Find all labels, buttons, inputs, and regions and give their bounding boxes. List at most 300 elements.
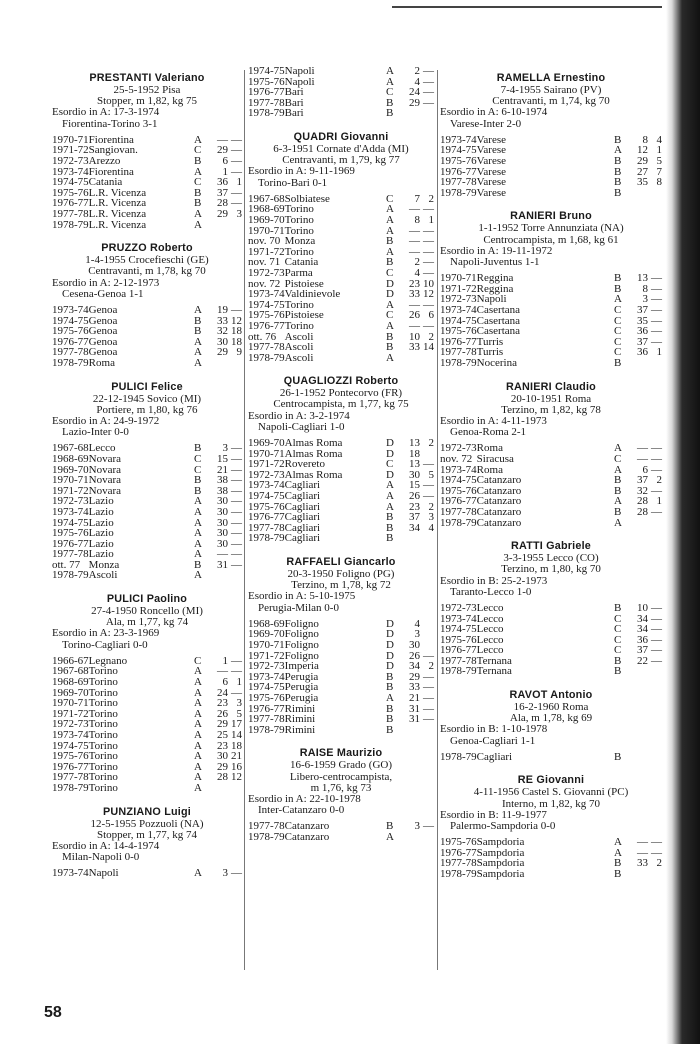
season-year: 1973-74 bbox=[52, 303, 89, 316]
info-line: Torino-Bari 0-1 bbox=[258, 176, 328, 189]
season-team: Ascoli bbox=[284, 330, 314, 343]
season-division: C bbox=[614, 612, 622, 625]
table-row bbox=[440, 666, 662, 677]
season-goals: 4 bbox=[428, 521, 434, 534]
season-team: Turris bbox=[476, 346, 504, 359]
season-appearances: 31 bbox=[409, 702, 420, 715]
info-line: Esordio in B: 11-9-1977 bbox=[440, 808, 547, 821]
season-goals bbox=[648, 666, 662, 677]
season-appearances: — bbox=[409, 224, 420, 237]
season-appearances: 18 bbox=[409, 447, 420, 460]
season-appearances: 10 bbox=[637, 601, 648, 614]
season-appearances: 19 bbox=[217, 303, 228, 316]
info-line: 7-4-1955 Sairano (PV) bbox=[500, 84, 602, 96]
info-line: Esordio in A: 23-3-1969 bbox=[52, 627, 160, 640]
info-line: Torino-Cagliari 0-0 bbox=[62, 638, 148, 651]
player-entry bbox=[248, 375, 434, 544]
season-appearances: 29 bbox=[217, 207, 228, 220]
season-appearances: 29 bbox=[217, 718, 228, 731]
season-division: C bbox=[614, 623, 622, 636]
season-table bbox=[440, 752, 662, 763]
season-goals: — bbox=[231, 442, 242, 455]
season-division: B bbox=[386, 511, 394, 524]
season-team: Lazio bbox=[88, 505, 114, 518]
table-row bbox=[52, 868, 242, 879]
season-team: Lecco bbox=[476, 623, 504, 636]
season-year: 1972-73 bbox=[248, 266, 285, 279]
season-year: 1969-70 bbox=[248, 628, 285, 641]
info-line: Esordio in A: 19-11-1972 bbox=[440, 244, 553, 257]
season-goals: 18 bbox=[231, 739, 242, 752]
season-division: B bbox=[194, 558, 202, 571]
season-year: 1975-76 bbox=[52, 325, 89, 338]
season-goals: — bbox=[423, 224, 434, 237]
table-row bbox=[440, 156, 662, 167]
player-info bbox=[440, 787, 662, 832]
table-row bbox=[248, 693, 434, 704]
season-year: 1971-72 bbox=[440, 282, 477, 295]
season-appearances: 23 bbox=[409, 500, 420, 513]
season-goals: 2 bbox=[428, 330, 434, 343]
season-team: Imperia bbox=[284, 660, 319, 673]
season-year: 1972-73 bbox=[248, 468, 285, 481]
season-year: 1977-78 bbox=[52, 346, 89, 359]
info-line: Libero-centrocampista, bbox=[289, 770, 393, 783]
info-line: 27-4-1950 Roncello (MI) bbox=[91, 605, 203, 618]
season-division: A bbox=[194, 569, 202, 582]
player-name: PULICI Felice bbox=[111, 380, 183, 393]
column-divider bbox=[244, 70, 245, 970]
season-year: nov. 72 bbox=[248, 277, 281, 290]
info-line: Terzino, m 1,82, kg 78 bbox=[501, 403, 601, 416]
player-entry bbox=[52, 242, 242, 368]
season-appearances: 30 bbox=[409, 639, 420, 652]
season-year: 1974-75 bbox=[52, 314, 89, 327]
season-appearances: 29 bbox=[217, 144, 228, 157]
player-entry bbox=[440, 72, 662, 198]
season-team: Torino bbox=[88, 665, 118, 678]
season-year: 1973-74 bbox=[248, 670, 285, 683]
season-team: Torino bbox=[88, 750, 118, 763]
season-team: Varese bbox=[476, 165, 506, 178]
season-appearances: 32 bbox=[637, 484, 648, 497]
season-goals: 3 bbox=[236, 207, 242, 220]
season-appearances bbox=[628, 752, 648, 763]
season-appearances: 36 bbox=[637, 346, 648, 359]
season-appearances: 33 bbox=[217, 314, 228, 327]
player-name: QUAGLIOZZI Roberto bbox=[283, 375, 399, 388]
season-year: 1972-73 bbox=[440, 293, 477, 306]
season-team: Valdinievole bbox=[284, 288, 341, 301]
season-year: nov. 72 bbox=[440, 452, 473, 465]
season-team: Catanzaro bbox=[476, 484, 522, 497]
season-team: Varese bbox=[476, 176, 506, 189]
table-row bbox=[440, 752, 662, 763]
season-goals: 14 bbox=[231, 729, 242, 742]
info-line: Esordio in B: 25-2-1973 bbox=[440, 574, 548, 587]
player-name: RAISE Maurizio bbox=[299, 747, 383, 760]
season-appearances: 38 bbox=[217, 484, 228, 497]
info-line: Perugia-Milan 0-0 bbox=[258, 601, 339, 614]
season-division: B bbox=[614, 133, 622, 146]
season-team: Perugia bbox=[284, 681, 319, 694]
season-year: 1976-77 bbox=[440, 495, 477, 508]
season-appearances: 26 bbox=[409, 649, 420, 662]
season-appearances: 26 bbox=[409, 490, 420, 503]
season-team: Ascoli bbox=[88, 569, 118, 582]
season-year: 1978-79 bbox=[248, 830, 285, 843]
table-row bbox=[52, 305, 242, 316]
season-goals: 12 bbox=[231, 314, 242, 327]
season-appearances: 2 bbox=[414, 65, 420, 77]
season-year: 1978-79 bbox=[440, 868, 477, 881]
season-team: Lazio bbox=[88, 527, 114, 540]
player-entry bbox=[52, 806, 242, 879]
season-appearances: 1 bbox=[222, 654, 228, 667]
season-appearances: 8 bbox=[642, 133, 648, 146]
season-division: A bbox=[194, 356, 202, 369]
season-appearances: 34 bbox=[637, 623, 648, 636]
season-division: A bbox=[194, 548, 202, 561]
player-entry bbox=[440, 774, 662, 879]
season-appearances: 28 bbox=[637, 505, 648, 518]
player-name: RANIERI Claudio bbox=[506, 380, 596, 393]
season-team: Varese bbox=[476, 144, 506, 157]
season-year: 1974-75 bbox=[440, 314, 477, 327]
season-goals: 2 bbox=[656, 857, 662, 870]
season-division: D bbox=[386, 649, 394, 662]
season-table bbox=[52, 135, 242, 230]
season-team: Cagliari bbox=[284, 479, 321, 492]
season-division: C bbox=[386, 192, 394, 205]
season-year: 1970-71 bbox=[440, 272, 477, 285]
season-division: B bbox=[386, 532, 394, 545]
season-goals: — bbox=[231, 867, 242, 880]
player-entry bbox=[248, 747, 434, 842]
season-team: Lecco bbox=[476, 633, 504, 646]
season-division: B bbox=[614, 654, 622, 667]
player-info bbox=[248, 569, 434, 614]
season-goals: 6 bbox=[428, 309, 434, 322]
player-entry bbox=[248, 556, 434, 735]
info-line: Napoli-Juventus 1-1 bbox=[450, 255, 540, 268]
season-goals: 5 bbox=[656, 155, 662, 167]
season-goals bbox=[648, 752, 662, 763]
season-team: Catanzaro bbox=[476, 495, 522, 508]
season-appearances: 30 bbox=[409, 468, 420, 481]
season-division: B bbox=[386, 256, 394, 269]
season-appearances: 34 bbox=[409, 521, 420, 534]
player-info bbox=[52, 394, 242, 439]
season-division: C bbox=[194, 176, 202, 189]
season-division: A bbox=[194, 218, 202, 231]
season-year: 1969-70 bbox=[248, 213, 285, 226]
season-year: 1977-78 bbox=[440, 176, 477, 189]
page-number: 58 bbox=[44, 1004, 62, 1021]
season-division: C bbox=[194, 144, 202, 157]
info-line: Esordio in A: 4-11-1973 bbox=[440, 414, 547, 427]
season-division: B bbox=[614, 484, 622, 497]
info-line: 1-1-1952 Torre Annunziata (NA) bbox=[478, 222, 624, 235]
season-goals: — bbox=[651, 505, 662, 518]
season-team: Roma bbox=[88, 356, 115, 369]
season-appearances: 38 bbox=[217, 474, 228, 487]
season-appearances: 8 bbox=[414, 213, 420, 226]
player-name: RAVOT Antonio bbox=[509, 689, 593, 702]
season-year: 1976-77 bbox=[52, 197, 89, 210]
season-goals bbox=[228, 220, 242, 231]
season-year: 1969-70 bbox=[52, 686, 89, 699]
season-division: A bbox=[194, 495, 202, 508]
column-3 bbox=[440, 66, 662, 892]
season-division: A bbox=[386, 490, 394, 503]
season-appearances bbox=[628, 518, 648, 529]
season-team: Torino bbox=[88, 729, 118, 742]
season-goals: — bbox=[423, 479, 434, 492]
season-goals: 10 bbox=[423, 277, 434, 290]
season-goals: 14 bbox=[423, 341, 434, 354]
season-team: Rimini bbox=[284, 702, 316, 715]
season-goals: — bbox=[423, 298, 434, 311]
season-appearances: 28 bbox=[217, 771, 228, 784]
info-line: Centravanti, m 1,79, kg 77 bbox=[282, 154, 400, 167]
season-appearances bbox=[400, 108, 420, 119]
season-team: Cagliari bbox=[284, 521, 321, 534]
season-team: Torino bbox=[88, 697, 118, 710]
season-appearances: 12 bbox=[637, 144, 648, 157]
season-year: 1974-75 bbox=[248, 681, 285, 694]
season-appearances: 15 bbox=[217, 452, 228, 465]
season-year: 1974-75 bbox=[440, 623, 477, 636]
season-team: Cagliari bbox=[284, 532, 321, 545]
season-appearances: 6 bbox=[222, 676, 228, 689]
player-info bbox=[440, 702, 662, 747]
season-division: B bbox=[614, 356, 622, 369]
season-team: Genoa bbox=[88, 335, 118, 348]
season-table bbox=[52, 656, 242, 794]
season-division: A bbox=[614, 442, 622, 455]
season-division: B bbox=[614, 665, 622, 678]
table-row bbox=[52, 454, 242, 465]
season-appearances: 13 bbox=[409, 458, 420, 471]
season-division: C bbox=[386, 266, 394, 279]
season-goals: 2 bbox=[428, 192, 434, 205]
season-team: Catanzaro bbox=[284, 830, 330, 843]
season-year: 1972-73 bbox=[440, 601, 477, 614]
season-division: C bbox=[194, 452, 202, 465]
info-line: 26-1-1952 Pontecorvo (FR) bbox=[279, 387, 403, 400]
season-appearances: — bbox=[217, 665, 228, 678]
season-year: 1976-77 bbox=[440, 846, 477, 859]
season-goals: — bbox=[231, 452, 242, 465]
season-goals: — bbox=[651, 282, 662, 295]
season-year: 1971-72 bbox=[52, 144, 89, 157]
season-goals: — bbox=[231, 495, 242, 508]
season-goals bbox=[420, 353, 434, 364]
season-year: 1976-77 bbox=[440, 335, 477, 348]
season-team: Torino bbox=[284, 224, 314, 237]
season-division: B bbox=[194, 442, 202, 455]
info-line: Esordio in A: 22-10-1978 bbox=[248, 792, 361, 805]
season-appearances: 4 bbox=[414, 266, 420, 279]
season-team: Cagliari bbox=[284, 500, 321, 513]
season-goals: — bbox=[423, 702, 434, 715]
season-goals: — bbox=[423, 649, 434, 662]
season-goals: — bbox=[423, 245, 434, 258]
season-goals: 1 bbox=[236, 176, 242, 189]
season-division: D bbox=[386, 617, 394, 630]
season-appearances bbox=[628, 666, 648, 677]
season-division: A bbox=[194, 676, 202, 689]
info-line: 6-3-1951 Cornate d'Adda (MI) bbox=[273, 142, 409, 155]
player-entry bbox=[440, 210, 662, 368]
season-year: 1975-76 bbox=[52, 527, 89, 540]
info-line: Portiere, m 1,80, kg 76 bbox=[96, 403, 198, 416]
info-line: 20-10-1951 Roma bbox=[510, 392, 592, 405]
season-appearances: 37 bbox=[637, 644, 648, 657]
season-table bbox=[248, 619, 434, 736]
info-line: Stopper, m 1,82, kg 75 bbox=[96, 95, 198, 108]
season-goals: — bbox=[423, 458, 434, 471]
season-division: B bbox=[614, 868, 622, 881]
player-name: RANIERI Bruno bbox=[510, 210, 592, 223]
season-team: L.R. Vicenza bbox=[88, 186, 147, 199]
info-line: Genoa-Roma 2-1 bbox=[450, 426, 527, 439]
season-team: Novara bbox=[88, 474, 122, 487]
season-year: 1971-72 bbox=[52, 484, 89, 497]
season-year: 1974-75 bbox=[440, 474, 477, 487]
season-year: 1976-77 bbox=[440, 644, 477, 657]
top-border-line bbox=[392, 6, 662, 8]
season-team: Pistoiese bbox=[284, 309, 324, 322]
season-division: B bbox=[614, 857, 622, 870]
season-table bbox=[440, 135, 662, 199]
season-team: Torino bbox=[88, 771, 118, 784]
season-division: A bbox=[386, 351, 394, 364]
season-appearances: 23 bbox=[217, 697, 228, 710]
season-goals: — bbox=[423, 86, 434, 99]
season-division: D bbox=[386, 468, 394, 481]
season-team: Pistoiese bbox=[284, 277, 324, 290]
season-team: Bari bbox=[284, 96, 304, 109]
season-team: Novara bbox=[88, 484, 122, 497]
season-appearances: 36 bbox=[637, 633, 648, 646]
season-goals: 18 bbox=[231, 335, 242, 348]
season-year: 1977-78 bbox=[440, 654, 477, 667]
season-team: Catanzaro bbox=[476, 516, 522, 529]
info-line: Esordio in A: 3-2-1974 bbox=[248, 409, 350, 422]
player-entry bbox=[52, 72, 242, 230]
season-appearances: 32 bbox=[217, 325, 228, 338]
season-team: Varese bbox=[476, 133, 506, 146]
season-goals: 5 bbox=[236, 707, 242, 720]
season-year: 1970-71 bbox=[248, 639, 285, 652]
player-name: PULICI Paolino bbox=[106, 593, 188, 606]
season-appearances: 15 bbox=[409, 479, 420, 492]
season-appearances: 29 bbox=[409, 96, 420, 109]
season-year: 1971-72 bbox=[248, 245, 285, 258]
season-division: C bbox=[194, 463, 202, 476]
season-appearances bbox=[628, 188, 648, 199]
season-year: 1972-73 bbox=[248, 660, 285, 673]
season-team: L.R. Vicenza bbox=[88, 197, 147, 210]
season-division: C bbox=[386, 458, 394, 471]
season-team: Napoli bbox=[88, 867, 119, 880]
season-appearances: 30 bbox=[217, 505, 228, 518]
season-team: Casertana bbox=[476, 303, 521, 316]
season-division: A bbox=[386, 75, 394, 88]
season-team: Perugia bbox=[284, 692, 319, 704]
season-goals: 1 bbox=[656, 144, 662, 157]
season-division: C bbox=[614, 452, 622, 465]
season-team: Turris bbox=[476, 335, 504, 348]
season-year: ott. 76 bbox=[248, 330, 277, 343]
season-table bbox=[248, 821, 434, 842]
season-year: 1970-71 bbox=[52, 133, 89, 146]
season-year: 1974-75 bbox=[248, 65, 285, 77]
table-row bbox=[440, 603, 662, 614]
season-goals: 3 bbox=[428, 511, 434, 524]
info-line: Esordio in A: 5-10-1975 bbox=[248, 590, 356, 603]
season-division: A bbox=[386, 319, 394, 332]
season-team: L.R. Vicenza bbox=[88, 218, 147, 231]
season-team: Sampdoria bbox=[476, 836, 525, 849]
season-goals: — bbox=[651, 452, 662, 465]
season-appearances: 34 bbox=[637, 612, 648, 625]
season-appearances: 26 bbox=[217, 707, 228, 720]
season-team: Roma bbox=[476, 463, 503, 476]
season-goals bbox=[420, 619, 434, 630]
season-goals: — bbox=[231, 686, 242, 699]
season-team: Sampdoria bbox=[476, 846, 525, 859]
season-appearances: 30 bbox=[217, 335, 228, 348]
season-goals: — bbox=[423, 256, 434, 269]
season-year: 1967-68 bbox=[52, 442, 89, 455]
season-year: 1978-79 bbox=[440, 516, 477, 529]
season-team: Casertana bbox=[476, 325, 521, 338]
season-appearances: — bbox=[409, 298, 420, 311]
table-row bbox=[248, 215, 434, 226]
season-table bbox=[440, 443, 662, 528]
season-division: C bbox=[386, 86, 394, 99]
table-row bbox=[440, 188, 662, 199]
season-division: B bbox=[386, 670, 394, 683]
info-line: Palermo-Sampdoria 0-0 bbox=[450, 820, 556, 833]
season-division: A bbox=[194, 207, 202, 220]
season-goals bbox=[648, 869, 662, 880]
season-appearances: 24 bbox=[409, 86, 420, 99]
season-appearances: 33 bbox=[409, 681, 420, 694]
player-info bbox=[248, 388, 434, 433]
season-year: 1977-78 bbox=[248, 713, 285, 726]
season-year: 1975-76 bbox=[52, 186, 89, 199]
season-division: B bbox=[194, 314, 202, 327]
season-year: 1978-79 bbox=[440, 186, 477, 199]
season-team: Torino bbox=[284, 203, 314, 216]
season-team: Cagliari bbox=[284, 490, 321, 503]
season-team: Casertana bbox=[476, 314, 521, 327]
season-year: 1971-72 bbox=[248, 649, 285, 662]
season-division: B bbox=[386, 107, 394, 120]
season-goals: — bbox=[651, 325, 662, 338]
season-team: L.R. Vicenza bbox=[88, 207, 147, 220]
season-year: 1967-68 bbox=[248, 192, 285, 205]
season-year: 1972-73 bbox=[440, 442, 477, 455]
season-division: A bbox=[194, 133, 202, 146]
season-appearances bbox=[208, 358, 228, 369]
season-division: B bbox=[194, 474, 202, 487]
season-goals: — bbox=[423, 266, 434, 279]
